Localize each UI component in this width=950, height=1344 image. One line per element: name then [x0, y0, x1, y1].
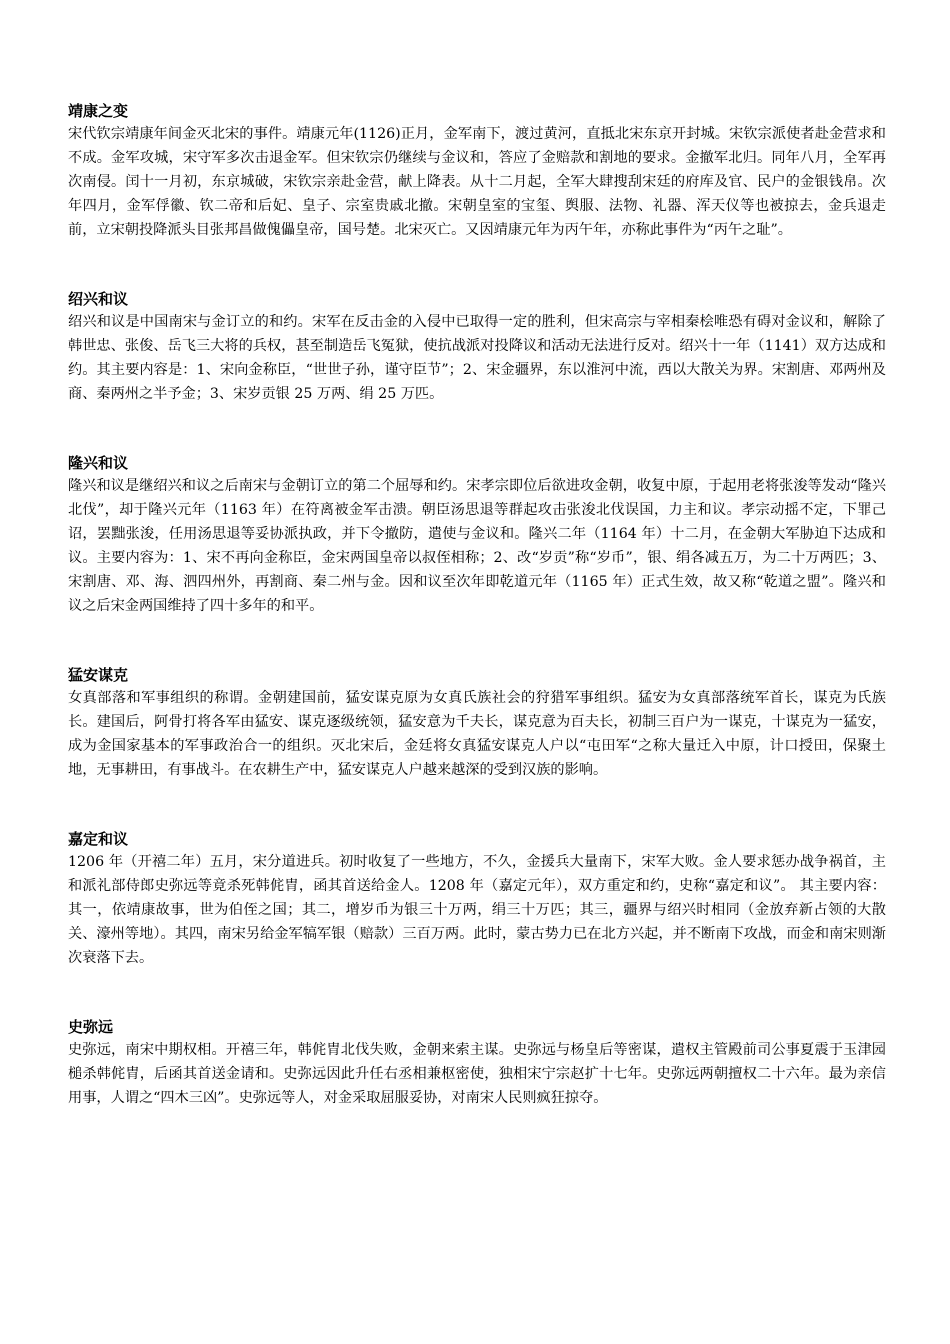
- section-body: 1206 年（开禧二年）五月，宋分道进兵。初时收复了一些地方，不久，金援兵大量南下，宋军大败。金人要求惩办战争祸首，主和派礼部侍郎史弥远等竟杀死韩侂胄，函其首送给金人。1208 年（嘉定元年），双方重定和约，史称“嘉定和议”。 其主要内容：其一，依靖康故事，世为伯侄之国；其二，增岁币为银三十万两，绢三十万匹；其三，疆界与绍兴时相同（金放弃新占领的大散关、濠州等地）。其四，南宋另给金军犒军银（赔款）三百万两。此时，蒙古势力已在北方兴起，并不断南下攻战，而金和南宋则渐次衰落下去。: [68, 854, 886, 966]
- section-title: 史弥远: [68, 1018, 114, 1036]
- section-title: 靖康之变: [68, 102, 129, 120]
- section-title: 嘉定和议: [68, 830, 129, 848]
- section-title: 猛安谋克: [68, 666, 129, 684]
- section-longxing: [68, 452, 886, 618]
- section-shaoxing: [68, 288, 886, 406]
- section-body: 隆兴和议是继绍兴和议之后南宋与金朝订立的第二个屈辱和约。宋孝宗即位后欲进攻金朝，收复中原，于起用老将张浚等发动“隆兴北伐”，却于隆兴元年（1163 年）在符离被金军击溃。朝臣汤思退等群起攻击张浚北伐误国，力主和议。孝宗动摇不定，下罪己诏，罢黜张浚，任用汤思退等妥协派执政，并下令撤防，遣使与金议和。隆兴二年（1164 年）十二月，在金朝大军胁迫下达成和议。主要内容为：1、宋不再向金称臣，金宋两国皇帝以叔侄相称；2、改“岁贡”称“岁币”，银、绢各减五万，为二十万两匹；3、宋割唐、邓、海、泗四州外，再割商、秦二州与金。因和议至次年即乾道元年（1165 年）正式生效，故又称“乾道之盟”。隆兴和议之后宋金两国维持了四十多年的和平。: [68, 478, 886, 614]
- section-body: 绍兴和议是中国南宋与金订立的和约。宋军在反击金的入侵中已取得一定的胜利，但宋高宗与宰相秦桧唯恐有碍对金议和，解除了韩世忠、张俊、岳飞三大将的兵权，甚至制造岳飞冤狱，使抗战派对投降议和活动无法进行反对。绍兴十一年（1141）双方达成和约。其主要内容是：1、宋向金称臣，“世世子孙，谨守臣节”；2、宋金疆界，东以淮河中流，西以大散关为界。宋割唐、邓两州及商、秦两州之半予金；3、宋岁贡银 25 万两、绢 25 万匹。: [68, 314, 886, 402]
- section-jiading: [68, 828, 886, 970]
- section-jingkang: [68, 100, 886, 242]
- section-shi-miyuan: [68, 1016, 886, 1110]
- document-page: [68, 100, 886, 1156]
- section-body: 女真部落和军事组织的称谓。金朝建国前，猛安谋克原为女真氏族社会的狩猎军事组织。猛安为女真部落统军首长，谋克为氏族长。建国后，阿骨打将各军由猛安、谋克逐级统领，猛安意为千夫长，谋克意为百夫长，初制三百户为一谋克，十谋克为一猛安，成为金国家基本的军事政治合一的组织。灭北宋后，金廷将女真猛安谋克人户以“屯田军“之称大量迁入中原，计口授田，保聚土地，无事耕田，有事战斗。在农耕生产中，猛安谋克人户越来越深的受到汉族的影响。: [68, 690, 886, 778]
- section-title: 绍兴和议: [68, 290, 129, 308]
- section-title: 隆兴和议: [68, 454, 129, 472]
- section-body: 宋代钦宗靖康年间金灭北宋的事件。靖康元年(1126)正月，金军南下，渡过黄河，直抵北宋东京开封城。宋钦宗派使者赴金营求和不成。金军攻城，宋守军多次击退金军。但宋钦宗仍继续与金议和，答应了金赔款和割地的要求。金撤军北归。同年八月，全军再次南侵。闰十一月初，东京城破，宋钦宗亲赴金营，献上降表。从十二月起，全军大肆搜刮宋廷的府库及官、民户的金银钱帛。次年四月，金军俘徽、钦二帝和后妃、皇子、宗室贵戚北撤。宋朝皇室的宝玺、舆服、法物、礼器、浑天仪等也被掠去，金兵退走前，立宋朝投降派头目张邦昌做傀儡皇帝，国号楚。北宋灭亡。又因靖康元年为丙午年，亦称此事件为“丙午之耻”。: [68, 126, 886, 238]
- section-body: 史弥远，南宋中期权相。开禧三年，韩侂胄北伐失败，金朝来索主谋。史弥远与杨皇后等密谋，遣权主管殿前司公事夏震于玉津园槌杀韩侂胄，后函其首送金请和。史弥远因此升任右丞相兼枢密使，独相宋宁宗赵扩十七年。史弥远两朝擅权二十六年。最为亲信用事，人谓之“四木三凶”。史弥远等人，对金采取屈服妥协，对南宋人民则疯狂掠夺。: [68, 1042, 886, 1106]
- section-mengan-mouke: [68, 664, 886, 782]
